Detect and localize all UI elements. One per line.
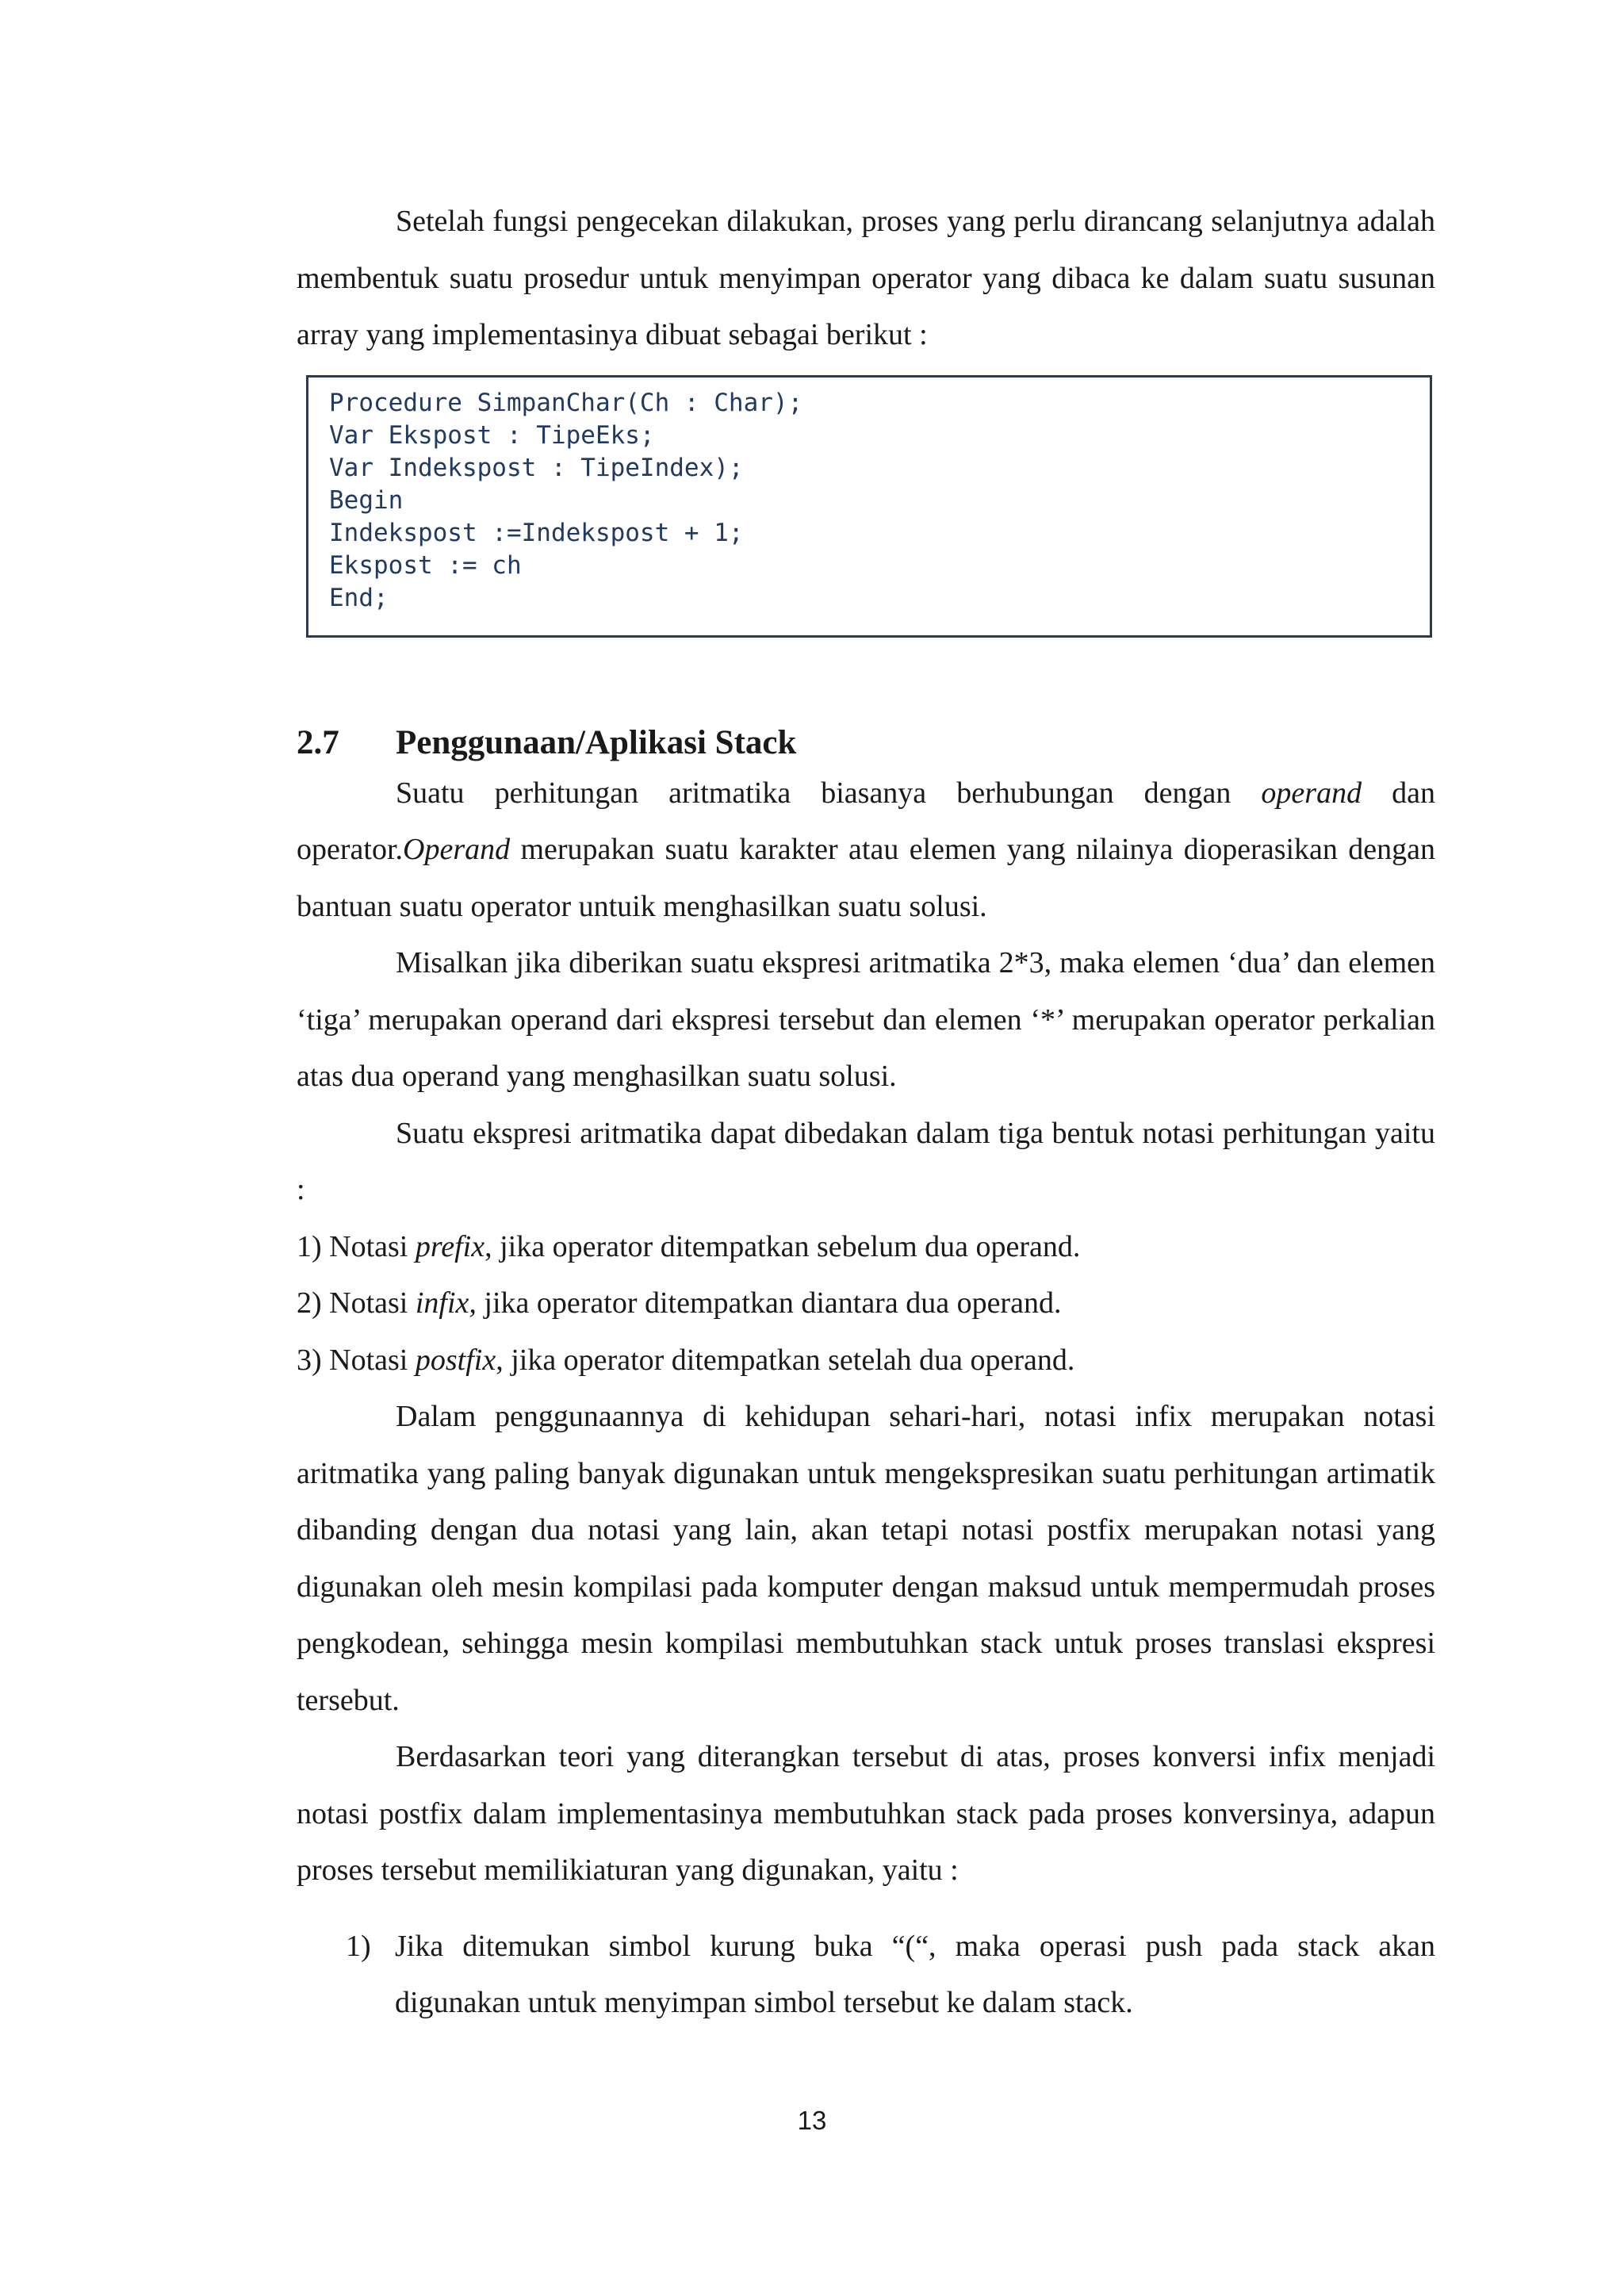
rule-item — [346, 1918, 1435, 2032]
paragraph-example: Misalkan jika diberikan suatu ekspresi aritmatika 2*3, maka elemen ‘dua’ dan elemen ‘tiga’ merupakan operand dari ekspresi tersebut dan elemen ‘*’ merupakan operator perkalian atas dua operand yang menghasilkan suatu solusi. — [297, 946, 1435, 1093]
text-run: Suatu perhitungan aritmatika biasanya berhubungan dengan — [396, 776, 1262, 810]
italic-term: operand — [1261, 776, 1362, 810]
code-line: Begin — [329, 485, 404, 515]
code-block — [306, 375, 1432, 638]
rule-text: Jika ditemukan simbol kurung buka “(“, maka operasi push pada stack akan digunakan untuk menyimpan simbol tersebut ke dalam stack. — [395, 1929, 1435, 2019]
paragraph-usage: Dalam penggunaannya di kehidupan sehari-hari, notasi infix merupakan notasi aritmatika yang paling banyak digunakan untuk mengekspresikan suatu perhitungan artimatik dibanding dengan dua notasi yang lain, akan tetapi notasi postfix merupakan notasi yang digunakan oleh mesin kompilasi pada komputer dengan maksud untuk mempermudah proses pengkodean, sehingga mesin kompilasi membutuhkan stack untuk proses translasi ekspresi tersebut. — [297, 1400, 1435, 1717]
text-run: merupakan suatu karakter atau elemen yang nilainya dioperasikan dengan bantuan suatu operator untuik menghasilkan suatu solusi. — [297, 833, 1435, 923]
code-line: Ekspost := ch — [329, 550, 522, 580]
notation-item-prefix — [297, 1219, 1435, 1276]
code-line: Indekspost :=Indekspost + 1; — [329, 518, 744, 547]
text-run: 1) Notasi — [297, 1229, 416, 1263]
text-run: 2) Notasi — [297, 1286, 416, 1320]
code-line: End; — [329, 583, 389, 612]
intro-paragraph: Setelah fungsi pengecekan dilakukan, proses yang perlu dirancang selanjutnya adalah membentuk suatu prosedur untuk menyimpan operator yang dibaca ke dalam suatu susunan array yang implementasinya dibuat sebagai berikut : — [297, 205, 1435, 351]
italic-term: Operand — [403, 833, 511, 866]
paragraph-operand — [297, 765, 1435, 936]
code-line: Var Indekspost : TipeIndex); — [329, 453, 744, 482]
notation-item-infix — [297, 1275, 1435, 1332]
rule-number: 1) — [346, 1929, 371, 1963]
paragraph-notation-intro: Suatu ekspresi aritmatika dapat dibedakan dalam tiga bentuk notasi perhitungan yaitu : — [297, 1116, 1435, 1206]
page-number: 13 — [797, 2106, 827, 2135]
section-number: 2.7 — [297, 723, 339, 761]
text-run: dan operator. — [297, 776, 1435, 866]
text-run: 3) Notasi — [297, 1343, 416, 1377]
document-page — [297, 194, 1435, 2032]
section-heading — [297, 721, 1435, 765]
italic-term: postfix — [415, 1343, 496, 1377]
code-line: Var Ekspost : TipeEks; — [329, 420, 655, 450]
text-run: jika operator ditempatkan diantara dua operand. — [476, 1286, 1062, 1320]
paragraph-conversion: Berdasarkan teori yang diterangkan tersebut di atas, proses konversi infix menjadi notasi postfix dalam implementasinya membutuhkan stack pada proses konversinya, adapun proses tersebut memilikiaturan yang digunakan, yaitu : — [297, 1740, 1435, 1887]
section-title: Penggunaan/Aplikasi Stack — [396, 723, 797, 761]
notation-item-postfix — [297, 1332, 1435, 1389]
code-line: Procedure SimpanChar(Ch : Char); — [329, 388, 803, 417]
italic-term: prefix — [415, 1229, 485, 1263]
text-run: , jika operator ditempatkan setelah dua operand. — [496, 1343, 1075, 1377]
text-run: , jika operator ditempatkan sebelum dua operand. — [485, 1229, 1081, 1263]
italic-term: infix, — [415, 1286, 477, 1320]
